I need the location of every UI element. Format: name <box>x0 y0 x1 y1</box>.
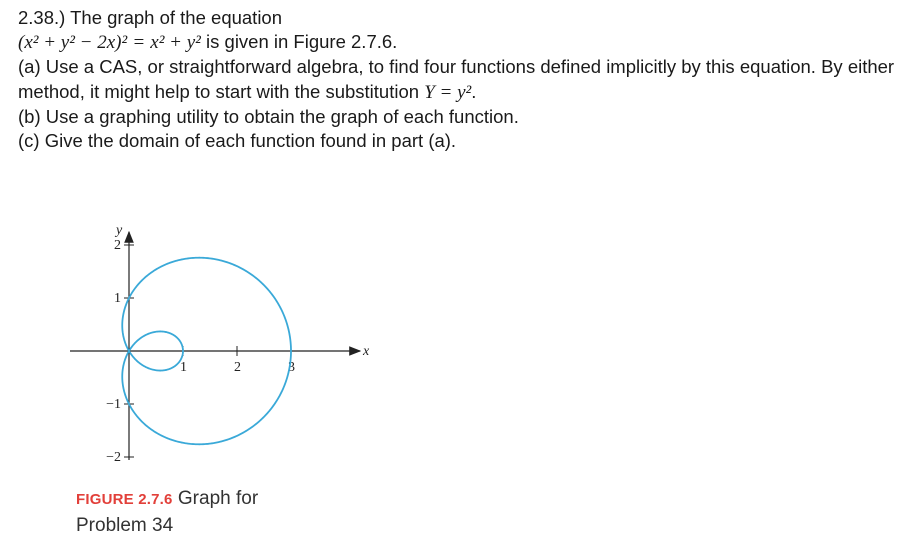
y-axis-label: y <box>116 223 123 238</box>
y-tick-label: −1 <box>106 397 121 412</box>
x-tick-label: 3 <box>288 360 295 375</box>
y-tick-label: 1 <box>114 291 121 306</box>
equation-tail: is given in Figure 2.7.6. <box>206 31 398 53</box>
figure-caption-line2: Problem 34 <box>76 515 174 536</box>
part-a <box>18 55 913 104</box>
problem-statement <box>18 6 913 153</box>
x-tick-label: 1 <box>180 360 187 375</box>
limacon-graph <box>60 220 390 470</box>
figure-caption-label: FIGURE 2.7.6 <box>76 491 173 508</box>
substitution: Y = y² <box>424 81 472 103</box>
problem-intro-line <box>18 6 913 30</box>
figure <box>60 220 390 470</box>
y-tick-label: −2 <box>106 450 121 465</box>
figure-caption <box>76 486 258 539</box>
part-a-text: (a) Use a CAS, or straightforward algebra, to find four functions defined implicitly by this equation. By either method, it might help to start with the substitution <box>18 56 895 102</box>
figure-caption-text: Graph for <box>177 488 259 509</box>
x-tick-label: 2 <box>234 360 241 375</box>
x-axis-label: x <box>363 344 370 359</box>
part-c: (c) Give the domain of each function found in part (a). <box>18 130 457 152</box>
equation-equals: = <box>132 32 146 54</box>
part-a-end: . <box>471 80 477 102</box>
problem-intro: The graph of the equation <box>70 7 283 28</box>
equation-lhs: (x² + y² − 2x)² <box>18 32 128 54</box>
y-tick-label: 2 <box>114 238 121 253</box>
problem-number: 2.38.) <box>18 7 66 28</box>
part-b: (b) Use a graphing utility to obtain the graph of each function. <box>18 105 519 127</box>
equation-rhs: x² + y² <box>150 32 201 54</box>
equation-line <box>18 30 913 55</box>
